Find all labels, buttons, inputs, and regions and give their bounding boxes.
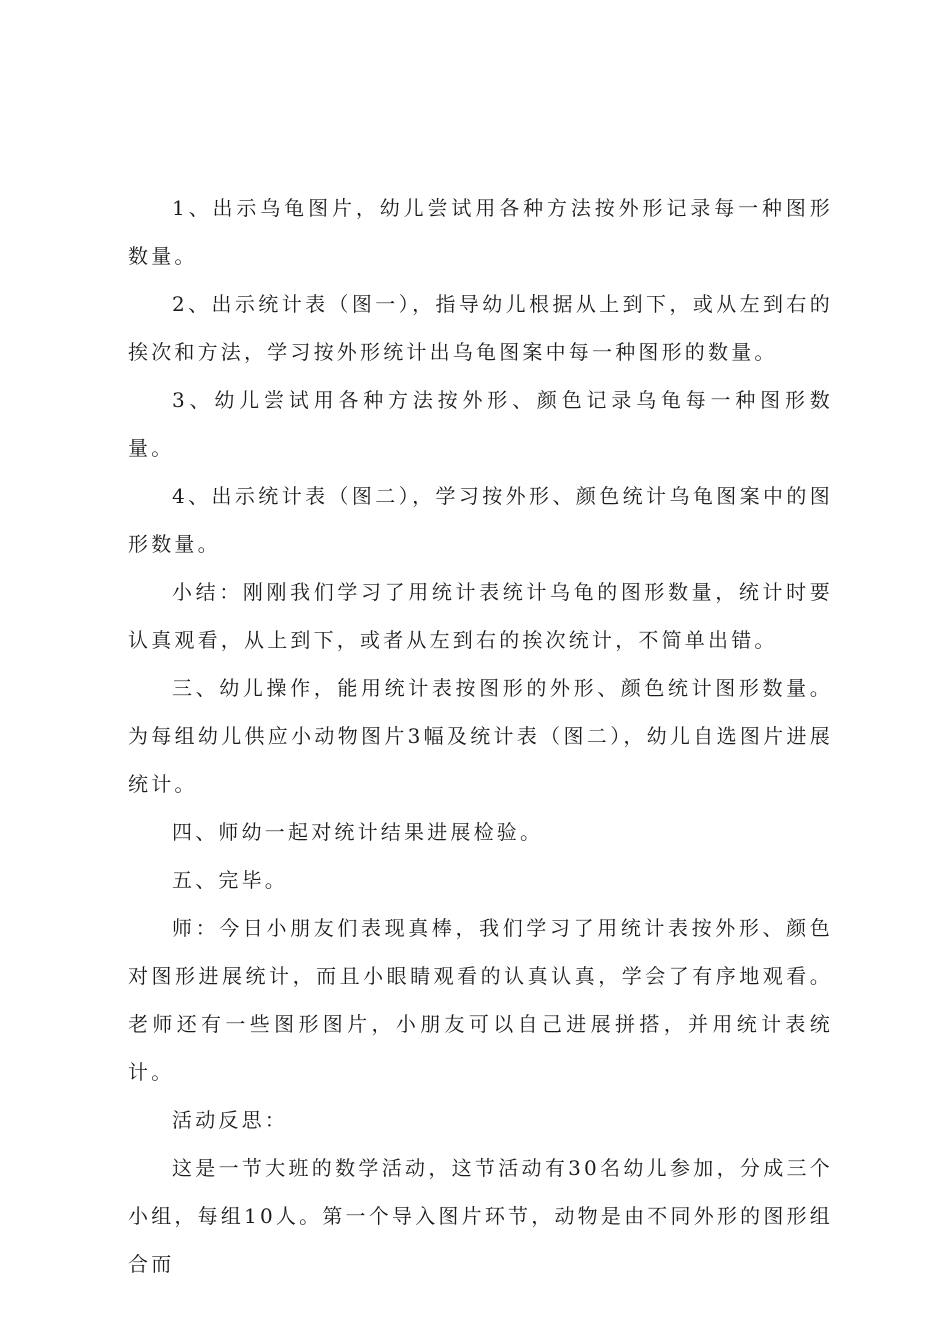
paragraph-step-2: 2、出示统计表（图一），指导幼儿根据从上到下，或从左到右的挨次和方法，学习按外形统计出乌龟图案中每一种图形的数量。 xyxy=(128,292,833,364)
paragraph-section-5: 五、完毕。 xyxy=(172,868,288,892)
paragraph-step-3: 3、幼儿尝试用各种方法按外形、颜色记录乌龟每一种图形数量。 xyxy=(128,388,833,460)
paragraph-step-4: 4、出示统计表（图二），学习按外形、颜色统计乌龟图案中的图形数量。 xyxy=(128,484,833,556)
paragraph-reflection: 这是一节大班的数学活动，这节活动有30名幼儿参加，分成三个小组，每组10人。第一个导入图片环节，动物是由不同外形的图形组合而 xyxy=(128,1156,833,1276)
paragraph-section-3: 三、幼儿操作，能用统计表按图形的外形、颜色统计图形数量。为每组幼儿供应小动物图片3幅及统计表（图二），幼儿自选图片进展统计。 xyxy=(128,676,833,796)
paragraph-section-4: 四、师幼一起对统计结果进展检验。 xyxy=(172,820,544,844)
paragraph-reflection-heading: 活动反思： xyxy=(172,1108,288,1132)
paragraph-teacher: 师：今日小朋友们表现真棒，我们学习了用统计表按外形、颜色对图形进展统计，而且小眼睛观看的认真认真，学会了有序地观看。老师还有一些图形图片，小朋友可以自己进展拼搭，并用统计表统计。 xyxy=(128,916,833,1084)
paragraph-summary: 小结：刚刚我们学习了用统计表统计乌龟的图形数量，统计时要认真观看，从上到下，或者从左到右的挨次统计，不简单出错。 xyxy=(128,580,833,652)
document-body xyxy=(128,184,833,1288)
paragraph-step-1: 1、出示乌龟图片，幼儿尝试用各种方法按外形记录每一种图形数量。 xyxy=(128,196,833,268)
